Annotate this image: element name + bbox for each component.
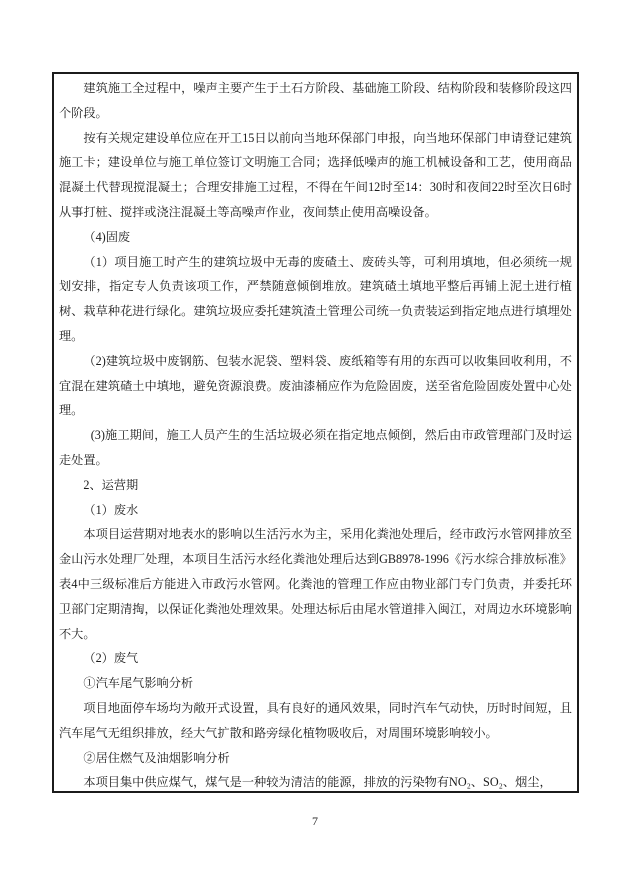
heading-vehicle-exhaust: ①汽车尾气影响分析	[83, 676, 194, 691]
heading-gas-fume: ②居住燃气及油烟影响分析	[83, 750, 230, 765]
heading-operation-period: 2、运营期	[83, 477, 139, 492]
page-number: 7	[312, 814, 318, 828]
para-gas-supply: 本项目集中供应煤气，煤气是一种较为清洁的能源，排放的污染物有NO₂、SO₂、烟尘，	[83, 775, 552, 790]
heading-wastewater: （1）废水	[83, 502, 139, 517]
heading-waste-gas: （2）废气	[83, 651, 139, 666]
para-noise-regulations: 按有关规定建设单位应在开工15日以前向当地环保部门申报，向当地环保部门申请登记建筑施工卡；建设单位与施工单位签订文明施工合同；选择低噪声的施工机械设备和工艺，使用商品混凝土代替现搅混凝土；合理安排施工过程，不得在午间12时至14：30时和夜间22时至次日6时从事打桩、搅拌或浇注混凝土等高噪声作业，夜间禁止使用高噪设备。	[59, 130, 572, 219]
para-noise-phases: 建筑施工全过程中，噪声主要产生于土石方阶段、基础施工阶段、结构阶段和装修阶段这四个阶段。	[59, 81, 572, 120]
para-solid-waste-3: (3)施工期间，施工人员产生的生活垃圾必须在指定地点倾倒，然后由市政管理部门及时运走处置。	[59, 428, 572, 467]
para-wastewater: 本项目运营期对地表水的影响以生活污水为主，采用化粪池处理后，经市政污水管网排放至金山污水处理厂处理，本项目生活污水经化粪池处理后达到GB8978-1996《污水综合排放标准》表4中三级标准后方能进入市政污水管网。化粪池的管理工作应由物业部门专门负责，并委托环卫部门定期清掏，以保证化粪池处理效果。处理达标后由尾水管道排入闽江，对周边水环境影响不大。	[59, 527, 572, 641]
para-solid-waste-2: （2)建筑垃圾中废钢筋、包装水泥袋、塑料袋、废纸箱等有用的东西可以收集回收利用，不宜混在建筑碴土中填地，避免资源浪费。废油漆桶应作为危险固废，送至省危险固废处置中心处理。	[59, 353, 572, 418]
para-solid-waste-1: （1）项目施工时产生的建筑垃圾中无毒的废碴土、废砖头等，可利用填地，但必须统一规划安排，指定专人负责该项工作，严禁随意倾倒堆放。建筑碴土填地平整后再铺上泥土进行植树、栽草种花进行绿化。建筑垃圾应委托建筑渣土管理公司统一负责装运到指定地点进行填埋处理。	[59, 254, 572, 343]
para-vehicle-exhaust: 项目地面停车场均为敞开式设置，具有良好的通风效果，同时汽车气动快，历时时间短，且汽车尾气无组织排放，经大气扩散和路旁绿化植物吸收后，对周围环境影响较小。	[59, 700, 572, 740]
heading-solid-waste: （4)固废	[83, 229, 131, 244]
document-content-cell	[52, 72, 579, 793]
